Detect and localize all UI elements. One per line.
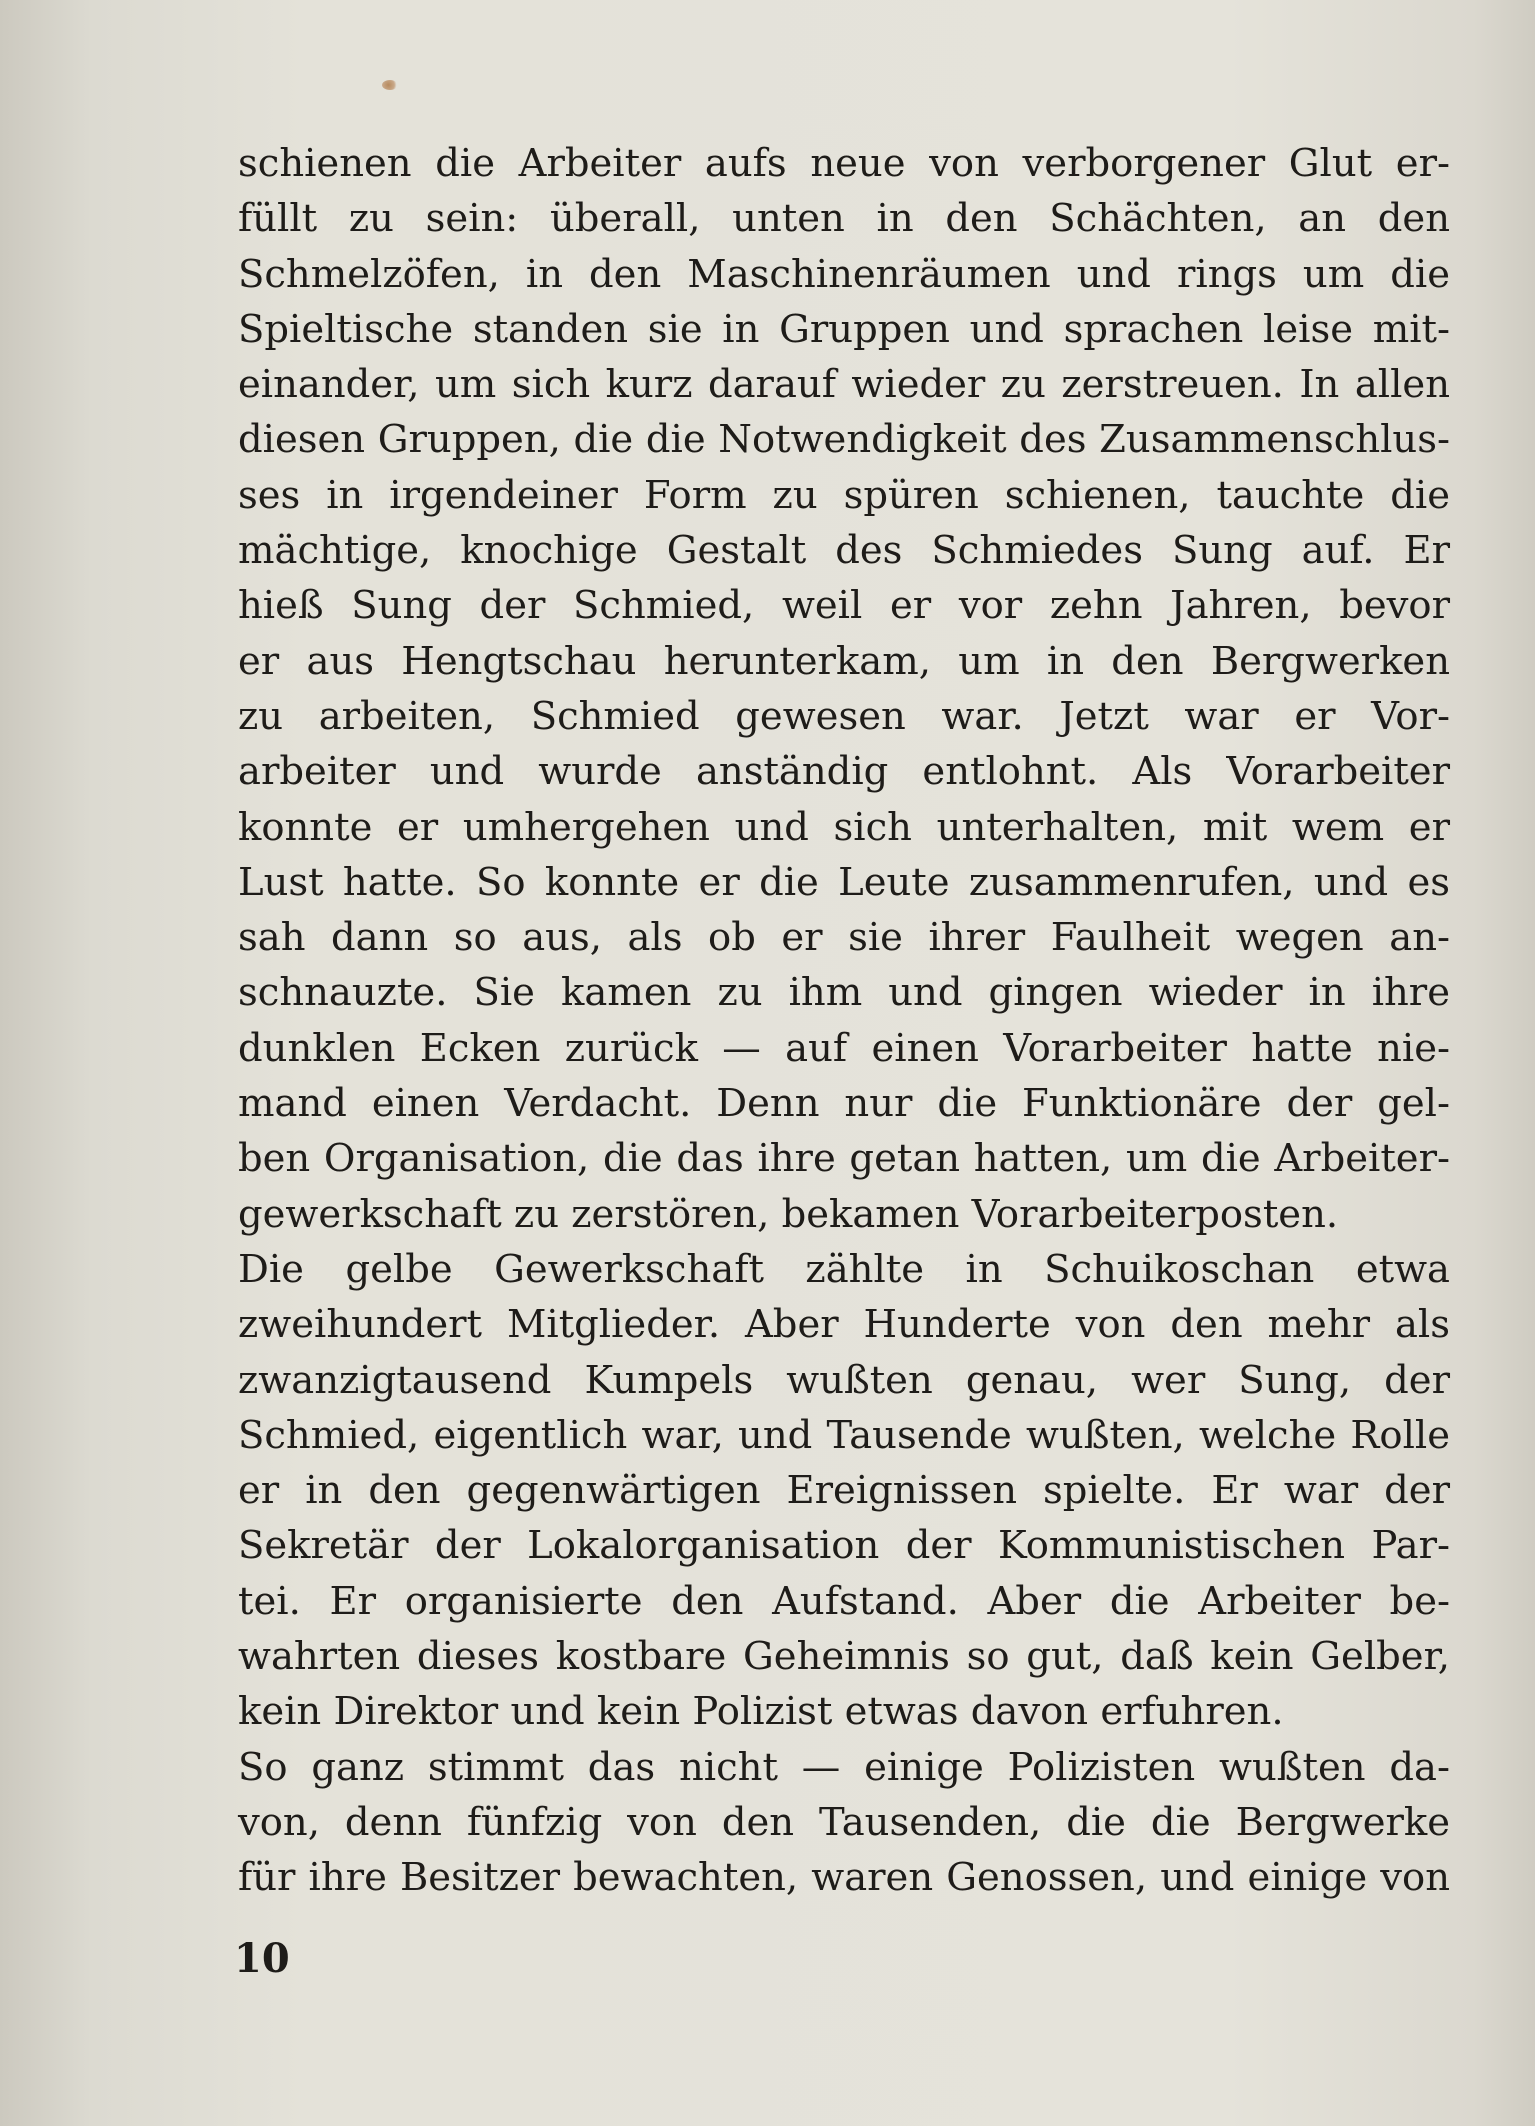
text-line: Schmelzöfen, in den Maschinenräumen und rings um die — [238, 251, 1450, 297]
text-line: hieß Sung der Schmied, weil er vor zehn Jahren, bevor — [238, 583, 1450, 629]
text-line: ses in irgendeiner Form zu spüren schienen, tauchte die — [238, 472, 1450, 518]
text-line: sah dann so aus, als ob er sie ihrer Faulheit wegen an- — [238, 915, 1450, 961]
text-line: arbeiter und wurde anständig entlohnt. Als Vorarbeiter — [238, 749, 1450, 795]
text-line: zweihundert Mitglieder. Aber Hunderte von den mehr als — [238, 1302, 1450, 1348]
text-line: gewerkschaft zu zerstören, bekamen Vorarbeiterposten. — [238, 1191, 1339, 1237]
text-line: schnauzte. Sie kamen zu ihm und gingen wieder in ihre — [238, 970, 1450, 1016]
text-line: mand einen Verdacht. Denn nur die Funktionäre der gel- — [238, 1081, 1450, 1127]
text-line: für ihre Besitzer bewachten, waren Genossen, und einige von — [238, 1855, 1450, 1901]
text-line: von, denn fünfzig von den Tausenden, die die Bergwerke — [238, 1799, 1450, 1845]
text-line: schienen die Arbeiter aufs neue von verborgener Glut er- — [238, 141, 1450, 186]
text-line: So ganz stimmt das nicht — einige Polizisten wußten da- — [238, 1744, 1450, 1790]
paper-speck — [382, 80, 398, 90]
text-line: Die gelbe Gewerkschaft zählte in Schuikoschan etwa — [238, 1246, 1450, 1292]
text-line: Spieltische standen sie in Gruppen und sprachen leise mit- — [238, 306, 1450, 352]
text-line: er in den gegenwärtigen Ereignissen spielte. Er war der — [238, 1468, 1450, 1514]
text-line: Lust hatte. So konnte er die Leute zusammenrufen, und es — [238, 859, 1450, 905]
text-line: dunklen Ecken zurück — auf einen Vorarbeiter hatte nie- — [238, 1025, 1450, 1071]
text-line: einander, um sich kurz darauf wieder zu zerstreuen. In allen — [238, 362, 1450, 408]
text-line: diesen Gruppen, die die Notwendigkeit des Zusammenschlus- — [238, 417, 1450, 463]
text-line: ben Organisation, die das ihre getan hatten, um die Arbeiter- — [238, 1136, 1450, 1182]
text-line: Sekretär der Lokalorganisation der Kommunistischen Par- — [238, 1523, 1450, 1569]
page-number: 10 — [234, 1935, 290, 1982]
text-line: wahrten dieses kostbare Geheimnis so gut, daß kein Gelber, — [238, 1634, 1450, 1680]
text-line: konnte er umhergehen und sich unterhalten, mit wem er — [238, 804, 1450, 850]
text-line: kein Direktor und kein Polizist etwas davon erfuhren. — [238, 1689, 1284, 1735]
text-line: zwanzigtausend Kumpels wußten genau, wer Sung, der — [238, 1357, 1450, 1403]
text-line: er aus Hengtschau herunterkam, um in den Bergwerken — [238, 638, 1450, 684]
text-line: tei. Er organisierte den Aufstand. Aber die Arbeiter be- — [238, 1578, 1450, 1624]
text-line: zu arbeiten, Schmied gewesen war. Jetzt war er Vor- — [238, 693, 1450, 739]
text-line: Schmied, eigentlich war, und Tausende wußten, welche Rolle — [238, 1412, 1450, 1458]
text-line: mächtige, knochige Gestalt des Schmiedes Sung auf. Er — [238, 528, 1450, 574]
body-text — [238, 136, 1450, 1906]
text-line: füllt zu sein: überall, unten in den Schächten, an den — [238, 196, 1450, 242]
